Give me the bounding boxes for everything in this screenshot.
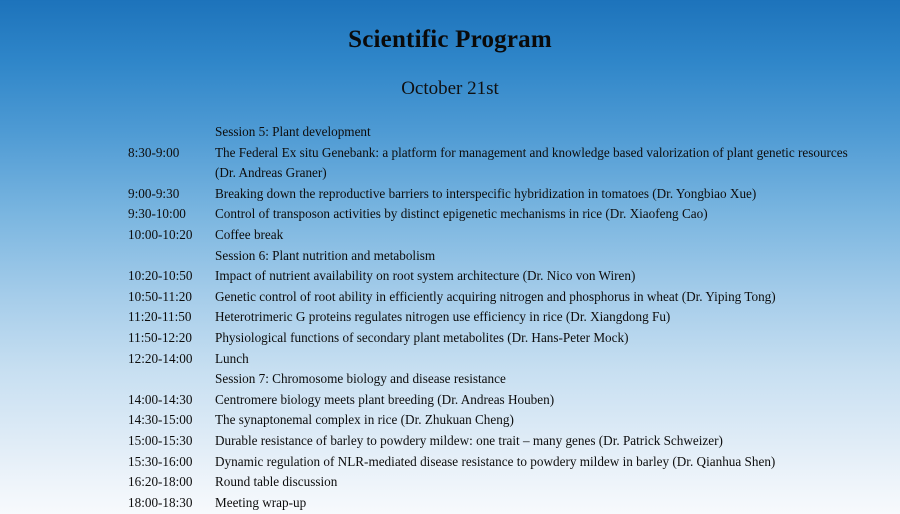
schedule-description: Lunch xyxy=(215,350,249,366)
schedule-time: 15:00-15:30 xyxy=(128,432,193,448)
list-item xyxy=(128,349,878,370)
list-item xyxy=(128,204,878,225)
schedule-description: Physiological functions of secondary plant metabolites (Dr. Hans-Peter Mock) xyxy=(215,329,629,345)
list-item xyxy=(128,369,878,390)
schedule-time: 16:20-18:00 xyxy=(128,474,193,490)
schedule-description: The synaptonemal complex in rice (Dr. Zhukuan Cheng) xyxy=(215,412,514,428)
schedule-time: 15:30-16:00 xyxy=(128,453,193,469)
schedule-description: Control of transposon activities by distinct epigenetic mechanisms in rice (Dr. Xiaofeng Cao) xyxy=(215,206,708,222)
list-item xyxy=(128,307,878,328)
schedule-time: 14:00-14:30 xyxy=(128,391,193,407)
list-item xyxy=(128,122,878,143)
schedule-time: 11:50-12:20 xyxy=(128,329,192,345)
list-item xyxy=(128,328,878,349)
schedule-description: Coffee break xyxy=(215,226,284,242)
program-schedule-list xyxy=(128,122,878,513)
schedule-time: 11:20-11:50 xyxy=(128,309,192,325)
schedule-description: Dynamic regulation of NLR-mediated disease resistance to powdery mildew in barley (Dr. Qianhua Shen) xyxy=(215,453,776,469)
schedule-description: The Federal Ex situ Genebank: a platform for management and knowledge based valorization of plant genetic resources xyxy=(215,144,848,160)
schedule-description: Breaking down the reproductive barriers to interspecific hybridization in tomatoes (Dr. Yongbiao Xue) xyxy=(215,185,757,201)
list-item xyxy=(128,410,878,431)
list-item xyxy=(128,390,878,411)
schedule-description: Session 6: Plant nutrition and metabolism xyxy=(215,247,436,263)
list-item xyxy=(128,431,878,452)
schedule-description: Heterotrimeric G proteins regulates nitrogen use efficiency in rice (Dr. Xiangdong Fu) xyxy=(215,309,671,325)
schedule-description: Durable resistance of barley to powdery mildew: one trait – many genes (Dr. Patrick Schweizer) xyxy=(215,432,723,448)
list-item xyxy=(128,163,878,184)
list-item xyxy=(128,246,878,267)
list-item xyxy=(128,452,878,473)
schedule-description: Centromere biology meets plant breeding (Dr. Andreas Houben) xyxy=(215,391,555,407)
list-item xyxy=(128,184,878,205)
list-item xyxy=(128,472,878,493)
list-item xyxy=(128,287,878,308)
schedule-description: Session 5: Plant development xyxy=(215,124,371,139)
page-title: Scientific Program xyxy=(348,26,552,53)
schedule-description: Round table discussion xyxy=(215,474,338,490)
schedule-time: 12:20-14:00 xyxy=(128,350,193,366)
list-item xyxy=(128,143,878,164)
list-item xyxy=(128,225,878,246)
schedule-time: 14:30-15:00 xyxy=(128,412,193,428)
schedule-time: 18:00-18:30 xyxy=(128,494,193,510)
page-subtitle-date: October 21st xyxy=(401,78,499,99)
schedule-description: Impact of nutrient availability on root system architecture (Dr. Nico von Wiren) xyxy=(215,268,636,284)
schedule-time: 9:30-10:00 xyxy=(128,206,186,222)
schedule-time: 8:30-9:00 xyxy=(128,144,180,160)
schedule-description: Session 7: Chromosome biology and disease resistance xyxy=(215,371,506,387)
schedule-time: 10:20-10:50 xyxy=(128,268,193,284)
schedule-time: 10:00-10:20 xyxy=(128,226,193,242)
schedule-time: 10:50-11:20 xyxy=(128,288,192,304)
list-item xyxy=(128,266,878,287)
list-item xyxy=(128,493,878,514)
schedule-description: (Dr. Andreas Graner) xyxy=(215,165,327,181)
schedule-description: Genetic control of root ability in efficiently acquiring nitrogen and phosphorus in wheat (Dr. Yiping Tong) xyxy=(215,288,776,304)
schedule-description: Meeting wrap-up xyxy=(215,494,307,510)
schedule-time: 9:00-9:30 xyxy=(128,185,180,201)
